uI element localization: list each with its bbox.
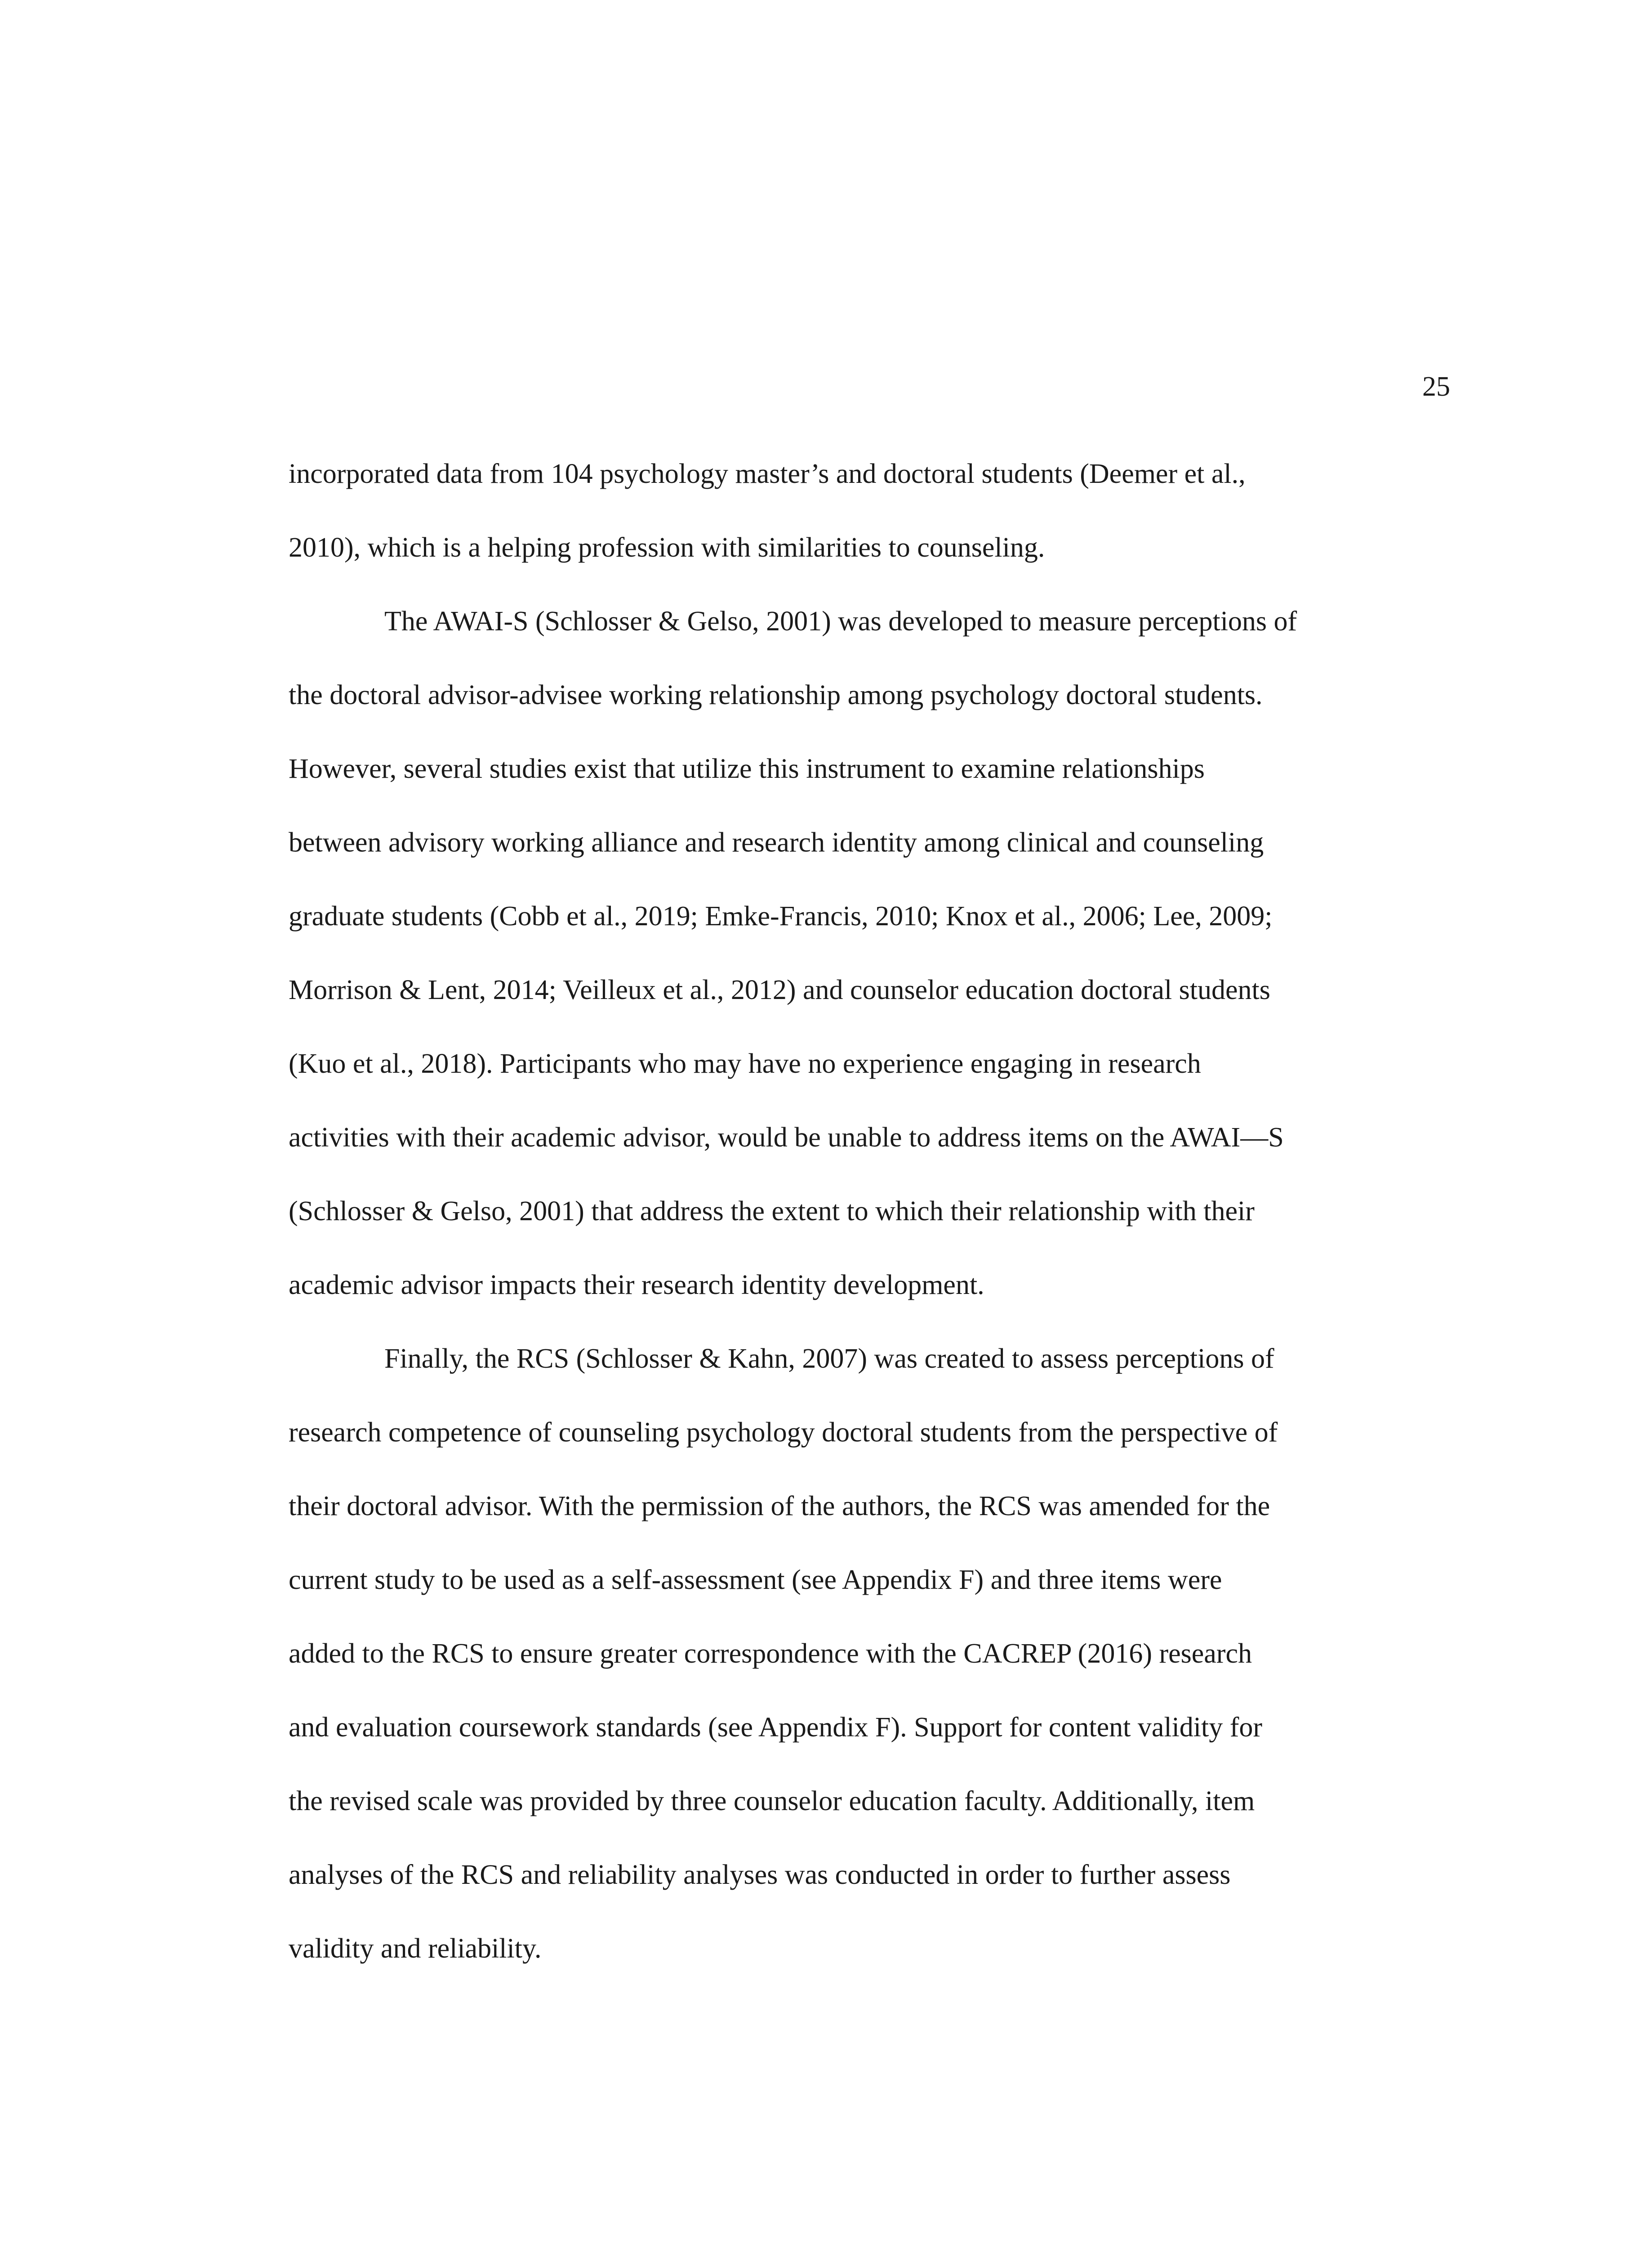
paragraph-first-line: Finally, the RCS (Schlosser & Kahn, 2007) was created to assess perceptions of xyxy=(384,1343,1274,1374)
text-line: and evaluation coursework standards (see Appendix F). Support for content validity for xyxy=(289,1712,1263,1743)
text-line: Morrison & Lent, 2014; Veilleux et al., 2012) and counselor education doctoral students xyxy=(289,975,1270,1005)
text-line: current study to be used as a self-assessment (see Appendix F) and three items were xyxy=(289,1565,1222,1595)
text-line: (Schlosser & Gelso, 2001) that address the extent to which their relationship with their xyxy=(289,1196,1255,1227)
text-line: activities with their academic advisor, would be unable to address items on the AWAI—S xyxy=(289,1122,1284,1153)
text-line: graduate students (Cobb et al., 2019; Emke-Francis, 2010; Knox et al., 2006; Lee, 2009; xyxy=(289,901,1273,932)
text-line: their doctoral advisor. With the permission of the authors, the RCS was amended for the xyxy=(289,1491,1270,1521)
text-line: However, several studies exist that utilize this instrument to examine relationships xyxy=(289,754,1205,784)
text-line: analyses of the RCS and reliability analyses was conducted in order to further assess xyxy=(289,1860,1231,1890)
text-line: academic advisor impacts their research identity development. xyxy=(289,1270,984,1300)
body-text xyxy=(289,437,1445,1985)
text-line: 2010), which is a helping profession with similarities to counseling. xyxy=(289,532,1045,563)
text-line: incorporated data from 104 psychology master’s and doctoral students (Deemer et al., xyxy=(289,459,1246,489)
text-line: research competence of counseling psychology doctoral students from the perspective of xyxy=(289,1417,1278,1448)
text-line: added to the RCS to ensure greater correspondence with the CACREP (2016) research xyxy=(289,1638,1252,1669)
text-line: the doctoral advisor-advisee working relationship among psychology doctoral students. xyxy=(289,680,1263,710)
paragraph-first-line: The AWAI-S (Schlosser & Gelso, 2001) was developed to measure perceptions of xyxy=(384,606,1297,637)
text-line: the revised scale was provided by three counselor education faculty. Additionally, item xyxy=(289,1786,1255,1816)
text-line: validity and reliability. xyxy=(289,1933,542,1964)
text-line: between advisory working alliance and research identity among clinical and counseling xyxy=(289,827,1264,858)
page-number: 25 xyxy=(1422,371,1450,402)
text-line: (Kuo et al., 2018). Participants who may have no experience engaging in research xyxy=(289,1048,1201,1079)
